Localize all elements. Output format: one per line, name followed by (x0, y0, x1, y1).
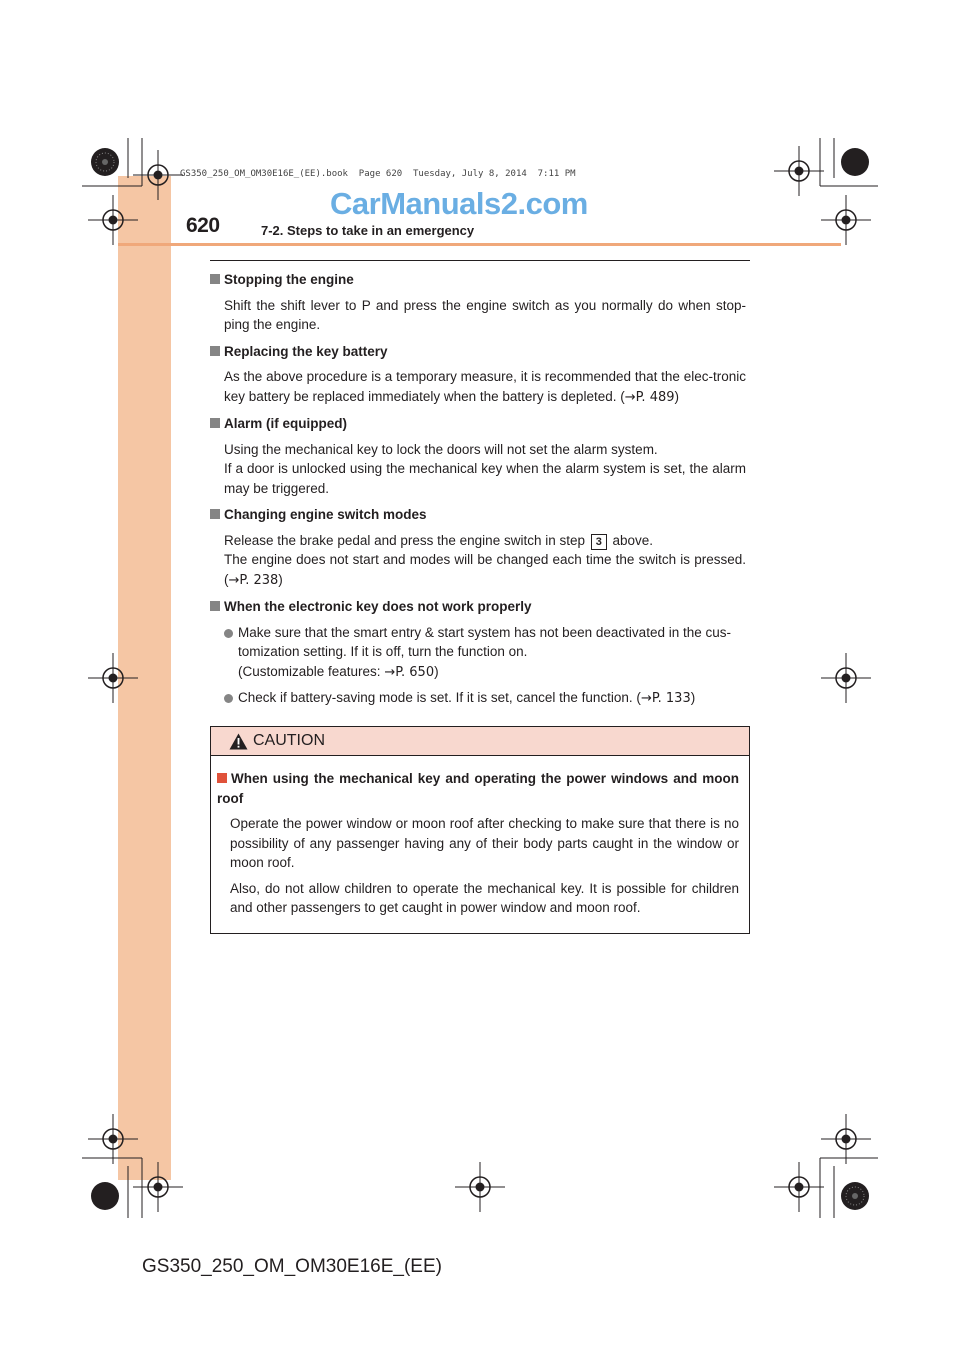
step-number-badge: 3 (591, 534, 607, 550)
footer-code: GS350_250_OM_OM30E16E_(EE) (142, 1256, 442, 1277)
page-reference: →P. 650 (384, 664, 435, 680)
section-paragraph: As the above procedure is a temporary measure, it is recommended that the elec-tronic key battery be replaced immediately when the battery is depleted. (→P. 489) (224, 369, 746, 405)
list-item: Check if battery-saving mode is set. If it is set, cancel the function. (→P. 133) (224, 688, 746, 709)
caution-paragraph: Operate the power window or moon roof after checking to make sure that there is no possibility of any passenger having any of their body parts caught in the window or moon roof. (230, 816, 739, 870)
caution-heading: When using the mechanical key and operating the power windows and moon roof (217, 771, 739, 806)
page-reference: →P. 489 (624, 389, 675, 405)
section-paragraph: Shift the shift lever to P and press the engine switch as you normally do when stop-ping the engine. (224, 297, 746, 332)
section-paragraph: Using the mechanical key to lock the doors will not set the alarm system. If a door is unlocked using the mechanical key when the alarm system is set, the alarm may be triggered. (224, 441, 746, 496)
section-heading: Stopping the engine (210, 270, 746, 290)
caution-title: CAUTION (253, 732, 325, 749)
section-heading: When the electronic key does not work properly (210, 597, 746, 617)
page-reference: →P. 238 (228, 572, 279, 588)
section-heading: Alarm (if equipped) (210, 414, 746, 434)
section-heading: Replacing the key battery (210, 342, 746, 362)
section-paragraph: Release the brake pedal and press the engine switch in step 3 above. The engine does not start and modes will be changed each time the switch is pressed.(→P. 238) (224, 532, 746, 588)
caution-paragraph: Also, do not allow children to operate the mechanical key. It is possible for children and other passengers to get caught in power window and moon roof. (230, 880, 739, 915)
page-reference: →P. 133 (640, 691, 691, 706)
book-stamp: GS350_250_OM_OM30E16E_(EE).book Page 620 Tuesday, July 8, 2014 7:11 PM (180, 169, 576, 179)
section-heading: Changing engine switch modes (210, 505, 746, 525)
section-title: 7-2. Steps to take in an emergency (261, 223, 475, 238)
list-item: Make sure that the smart entry & start system has not been deactivated in the cus-tomization setting. If it is off, turn the function on. (Customizable features: →P. 650) (224, 623, 746, 683)
watermark-logo: CarManuals2.com (330, 186, 588, 221)
page-number: 620 (186, 214, 220, 237)
